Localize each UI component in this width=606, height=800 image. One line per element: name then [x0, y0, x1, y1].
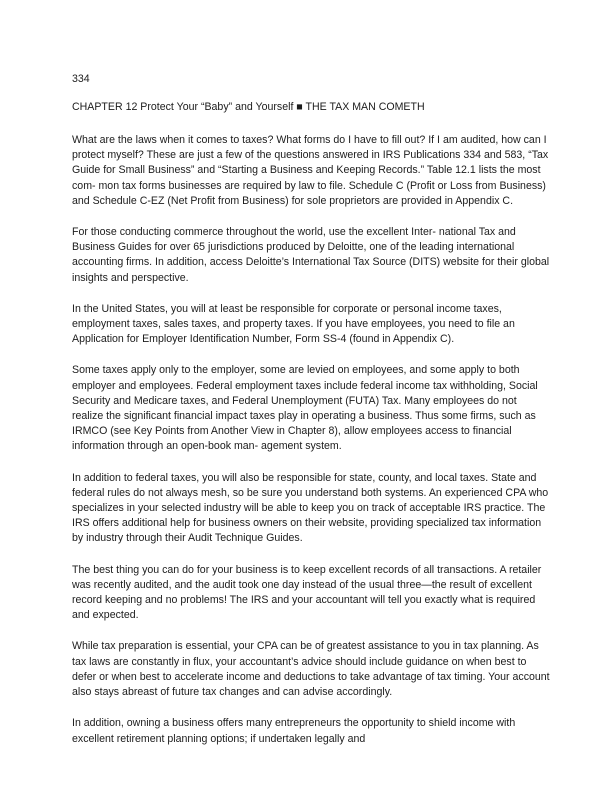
paragraph-3: In the United States, you will at least be responsible for corporate or personal income taxes, employment taxes, sales taxes, and property taxes. If you have employees, you need to file an Application for Employer Identification Number, Form SS-4 (found in Appendix C). [72, 302, 515, 346]
paragraph-7: While tax preparation is essential, your CPA can be of greatest assistance to you in tax planning. As tax laws are constantly in flux, your accountant’s advice should include guidance on when best to defer or when best to accelerate income and deductions to take advantage of tax timing. Your account also stays abreast of future tax changes and can advise accordingly. [72, 640, 550, 699]
paragraph-8: In addition, owning a business offers many entrepreneurs the opportunity to shield income with excellent retirement planning options; if undertaken legally and [72, 717, 516, 745]
page-number: 334 [72, 73, 90, 85]
chapter-header: CHAPTER 12 Protect Your “Baby” and Yourself ■ THE TAX MAN COMETH [72, 101, 425, 113]
paragraph-5: In addition to federal taxes, you will also be responsible for state, county, and local taxes. State and federal rules do not always mesh, so be sure you understand both systems. An experienced CPA who specializes in your selected industry will be able to keep you on track of acceptable IRS practice. The IRS offers additional help for business owners on their website, providing specialized tax information by industry through their Audit Technique Guides. [72, 471, 549, 545]
paragraph-4: Some taxes apply only to the employer, some are levied on employees, and some apply to both employer and employees. Federal employment taxes include federal income tax withholding, Social Security and Medicare taxes, and Federal Unemployment (FUTA) Tax. Many employees do not realize the significant financial impact taxes play in operating a business. Thus some firms, such as IRMCO (see Key Points from Another View in Chapter 8), allow employees access to financial information through an open-book man- agement system. [72, 364, 538, 453]
paragraph-2: For those conducting commerce throughout the world, use the excellent Inter- national Tax and Business Guides for over 65 jurisdictions produced by Deloitte, one of the leading international accounting firms. In addition, access Deloitte’s International Tax Source (DITS) website for their global insights and perspective. [72, 226, 550, 284]
paragraph-6: The best thing you can do for your business is to keep excellent records of all transactions. A retailer was recently audited, and the audit took one day instead of the usual three—the result of excellent record keeping and no problems! The IRS and your accountant will tell you exactly what is required and expected. [72, 563, 542, 622]
body-text [72, 133, 550, 763]
paragraph-1: What are the laws when it comes to taxes? What forms do I have to fill out? If I am audited, how can I protect myself? These are just a few of the questions answered in IRS Publications 334 and 583, “Tax Guide for Small Business” and “Starting a Business and Keeping Records.” Table 12.1 lists the most com- mon tax forms businesses are required by law to file. Schedule C (Profit or Loss from Business) and Schedule C-EZ (Net Profit from Business) for sole proprietors are provided in Appendix C. [72, 134, 549, 207]
